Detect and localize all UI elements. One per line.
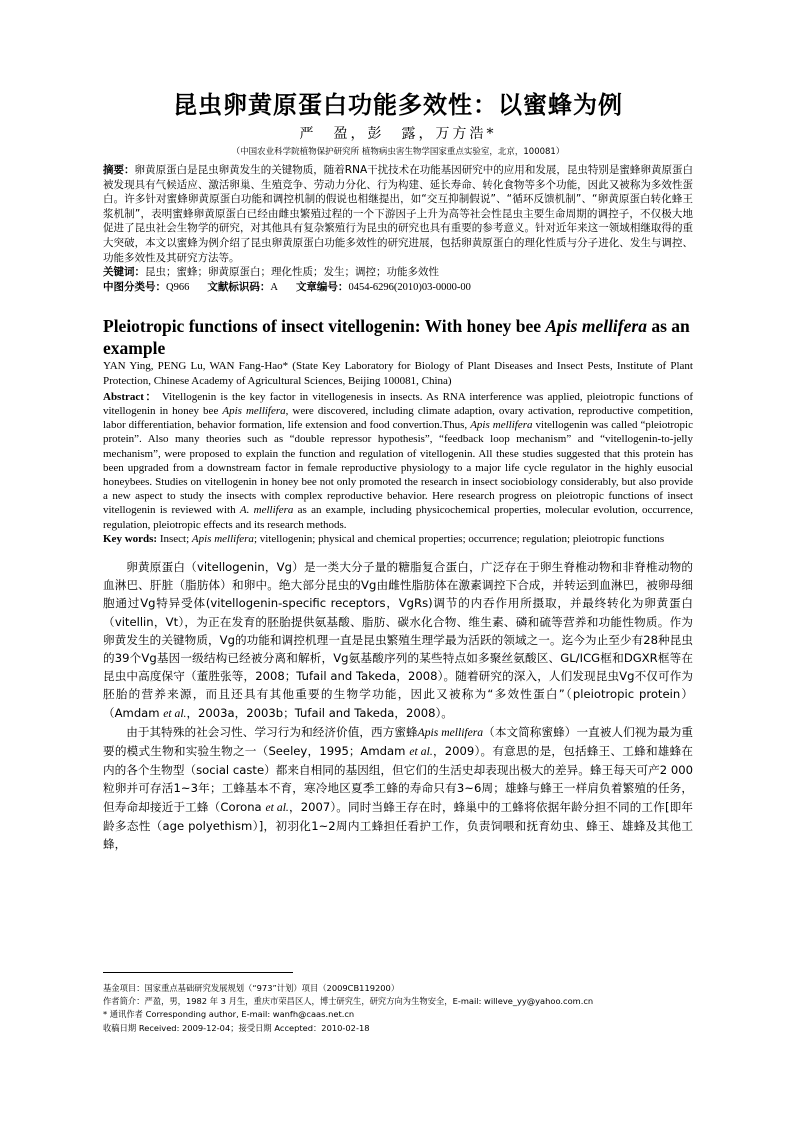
- keywords-chinese-text: 昆虫；蜜蜂；卵黄原蛋白；理化性质；发生；调控；功能多效性: [145, 266, 439, 279]
- title-english: [103, 315, 693, 359]
- footnote-divider: [103, 972, 293, 973]
- authors-english: YAN Ying, PENG Lu, WAN Fang-Hao* (State Key Laboratory for Biology of Plant Diseases and Insect Pests, Institute of Plant Protection, Chinese Academy of Agricultural Sciences, Beijing 100081, China): [103, 360, 693, 387]
- abstract-chinese-text: 卵黄原蛋白是昆虫卵黄发生的关键物质，随着RNA干扰技术在功能基因研究中的应用和发展，昆虫特别是蜜蜂卵黄原蛋白被发现具有气候适应、激活卵巢、生殖竞争、劳动力分化、行为构建、延长寿命、转化食物等多个功能，因此又被称为多效性蛋白。许多针对蜜蜂卵黄原蛋白功能和调控机制的假说也相继提出，如“交互抑制假说”、“循环反馈机制”、“卵黄原蛋白转化蜂王浆机制”，表明蜜蜂卵黄原蛋白已经由雌虫繁殖过程的一个下游因子上升为高等社会性昆虫主要生命周期的调控子，不仅极大地促进了昆虫社会生物学的研究，对其他具有复杂繁殖行为昆虫的研究也具有重要的参考意义。针对近年来这一领域相继取得的重大突破，本文以蜜蜂为例介绍了昆虫卵黄原蛋白功能多效性的研究进展，包括卵黄原蛋白的理化性质与分子进化、发生与调控、功能多效性及其研究方法等。: [103, 164, 693, 264]
- body-paragraph-1-text: 卵黄原蛋白（vitellogenin，Vg）是一类大分子量的糖脂复合蛋白，广泛存在于卵生脊椎动物和非脊椎动物的血淋巴、肝脏（脂肪体）和卵中。绝大部分昆虫的Vg由雌性脂肪体在激素调控下合成，并转运到血淋巴，被卵母细胞通过Vg特异受体(vitellogenin-specific receptors，VgRs)调节的内吞作用所摄取，并最终转化为卵黄蛋白（vitellin，Vt），为正在发育的胚胎提供氨基酸、脂肪、碳水化合物、维生素、磷和硫等营养和功能性物质。作为卵黄发生的关键物质，Vg的功能和调控机理一直是昆虫繁殖生理学最为活跃的领域之一。迄今为止至少有28种昆虫的39个Vg基因一级结构已经被分离和解析，Vg氨基酸序列的某些特点如多聚丝氨酸区、GL/ICG框和DGXR框等在昆虫中高度保守（董胜张等，2008；Tufail and Takeda，2008）。随着研究的深入，人们发现昆虫Vg不仅可作为胚胎的营养来源，而且还具有其他重要的生物学功能，因此又被称为“多效性蛋白”（pleiotropic protein）（Amdam: [103, 559, 693, 720]
- abstract-english: [103, 390, 693, 532]
- footnote-author: 作者简介：严盈，男，1982 年 3 月生，重庆市荣昌区人，博士研究生，研究方向为生物安全，E-mail: willeve_yy@yahoo.com.cn: [103, 996, 594, 1007]
- body-paragraph-2-species: Apis mellifera: [417, 725, 484, 739]
- keywords-english-label: Key words:: [103, 532, 158, 545]
- footnote-fund: 基金项目：国家重点基础研究发展规划（“973”计划）项目（2009CB119200）: [103, 983, 400, 993]
- affiliation-chinese: （中国农业科学院植物保护研究所 植物病虫害生物学国家重点实验室，北京，100081）: [231, 147, 565, 157]
- clc-value: Q966: [166, 281, 190, 293]
- keywords-english-text-2: ; vitellogenin; physical and chemical properties; occurrence; regulation; pleiotropic functions: [253, 532, 665, 545]
- footnotes: [103, 982, 693, 1035]
- footnote-corresponding: * 通讯作者 Corresponding author, E-mail: wanfh@caas.net.cn: [103, 1009, 355, 1020]
- article-number-label: 文章编号：: [295, 280, 349, 293]
- abstract-chinese-label: 摘要：: [103, 164, 135, 176]
- title-chinese: 昆虫卵黄原蛋白功能多效性：以蜜蜂为例: [173, 90, 623, 119]
- body-paragraph-1: [103, 558, 693, 723]
- keywords-english: [103, 532, 693, 546]
- body-paragraph-2: [103, 723, 693, 853]
- keywords-english-text-1: Insect;: [157, 532, 192, 545]
- body-paragraph-2-etal-1: et al.: [409, 745, 433, 759]
- keywords-english-species: Apis mellifera: [191, 532, 254, 545]
- abstract-english-text-1: Vitellogenin is the key factor in vitellogenesis in insects. As RNA interference was applied, pleiotropic functions of vitellogenin in honey bee: [103, 390, 693, 417]
- abstract-english-text-3: vitellogenin was called “pleiotropic protein”. Also many theories such as “double repressor hypothesis”, “feedback loop mechanism” and “vitellogenin-to-jelly mechanism”, were proposed to explain the function and regulation of vitellogenin. All these studies suggested that this protein has been upgraded from a downstream factor in female reproductive physiology to a major life cycle regulator in the highly eusocial honeybees. Studies on vitellogenin in honey bee not only promoted the research in insect sociobiology considerably, but also provide a new aspect to study the insects with complex reproductive behavior. Here research progress on pleiotropic functions of insect vitellogenin is reviewed with: [103, 419, 693, 517]
- article-number-value: 0454-6296(2010)03-0000-00: [348, 281, 471, 293]
- body-paragraph-2-text-d: ，2007）。同时当蜂王存在时，蜂巢中的工蜂将依据年龄分担不同的工作[即年龄多态性（age polyethism）]，初羽化1~2周内工蜂担任看护工作，负责饲喂和抚育幼虫、蜂王、雄蜂及其他工蜂，: [103, 799, 693, 852]
- body-paragraph-2-text-b: （本文简称蜜蜂）一直被人们视为最为重要的模式生物和实验生物之一（Seeley，1995；Amdam: [103, 724, 693, 759]
- abstract-english-species-2: Apis mellifera: [470, 419, 533, 432]
- keywords-chinese-label: 关键词：: [103, 266, 145, 279]
- title-english-main: Pleiotropic functions of insect vitellogenin: With honey bee: [103, 316, 546, 337]
- abstract-english-species-1: Apis mellifera: [222, 404, 286, 417]
- abstract-english-text-2: , were discovered, including climate adaption, ovary activation, reproductive competition, labor differentiation, behavior formation, life extension and food convertion.Thus,: [103, 404, 693, 432]
- doc-code-value: A: [270, 281, 278, 293]
- footnote-dates: 收稿日期 Received: 2009-12-04；接受日期 Accepted：2010-02-18: [103, 1022, 370, 1033]
- clc-label: 中图分类号：: [103, 280, 166, 293]
- title-english-tail: as an example: [103, 316, 690, 359]
- body-paragraph-2-etal-2: et al.: [265, 800, 289, 814]
- abstract-chinese: [103, 163, 693, 265]
- paper-page: [103, 88, 693, 853]
- keywords-chinese: [103, 265, 693, 280]
- body-paragraph-2-text-c: ，2009）。有意思的是，包括蜂王、工蜂和雄蜂在内的各个生物型（social caste）都来自相同的基因组，但它们的生活史却表现出极大的差异。蜂王每天可产2 000粒卵并可存活1~3年；工蜂基本不育，寒冷地区夏季工蜂的寿命只有3~6周；雄蜂与蜂王一样肩负着繁殖的任务，但寿命却接近于工蜂（Corona: [103, 744, 693, 814]
- title-english-species: Apis mellifera: [545, 316, 647, 337]
- abstract-english-species-3: A. mellifera: [239, 504, 294, 517]
- doc-code-label: 文献标识码：: [207, 280, 271, 293]
- abstract-english-label: Abstract：: [103, 390, 158, 403]
- body-paragraph-1-tail: ，2003a，2003b；Tufail and Takeda，2008）。: [186, 705, 453, 720]
- authors-chinese: 严 盈，彭 露，万方浩*: [299, 126, 497, 142]
- classification-line: [103, 280, 693, 296]
- body-paragraph-1-etal: et al.: [163, 706, 187, 720]
- body-paragraph-2-text-a: 由于其特殊的社会习性、学习行为和经济价值，西方蜜蜂: [126, 724, 418, 739]
- abstract-english-text-4: as an example, including physicochemical properties, molecular evolution, occurrence, regulation, pleiotropic effects and its research methods.: [103, 504, 694, 531]
